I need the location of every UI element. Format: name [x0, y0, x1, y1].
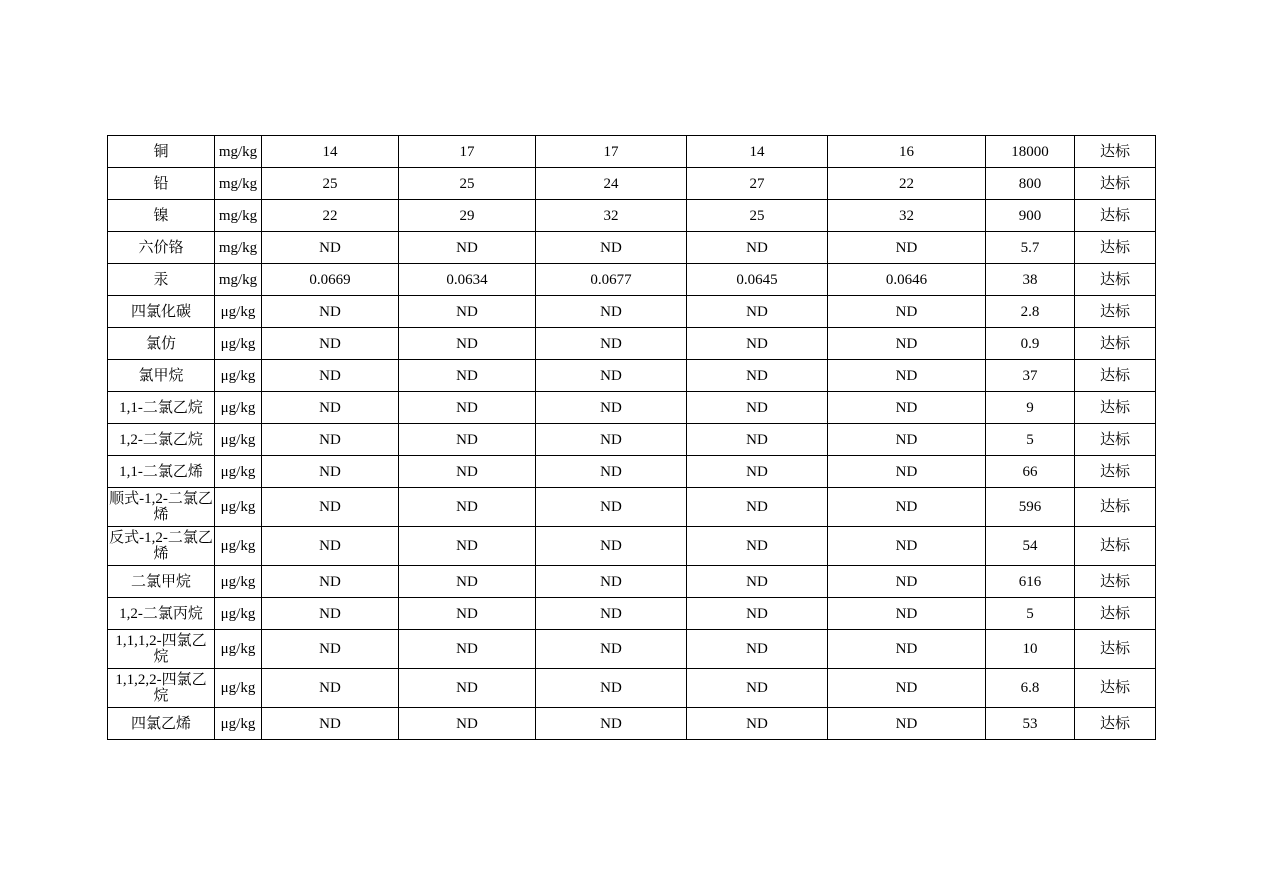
value-cell: ND — [262, 488, 399, 527]
item-cell: 四氯化碳 — [108, 296, 215, 328]
value-cell: ND — [687, 392, 828, 424]
value-cell: ND — [828, 527, 986, 566]
item-cell: 1,1-二氯乙烷 — [108, 392, 215, 424]
value-cell: ND — [828, 488, 986, 527]
value-cell: 27 — [687, 168, 828, 200]
table-row — [108, 669, 1156, 708]
value-cell: 0.0669 — [262, 264, 399, 296]
table-row — [108, 488, 1156, 527]
value-cell: ND — [687, 360, 828, 392]
table-row — [108, 264, 1156, 296]
unit-cell: μg/kg — [215, 456, 262, 488]
limit-cell: 66 — [986, 456, 1075, 488]
value-cell: 32 — [536, 200, 687, 232]
value-cell: ND — [262, 360, 399, 392]
value-cell: 17 — [536, 136, 687, 168]
result-cell: 达标 — [1075, 424, 1156, 456]
result-cell: 达标 — [1075, 527, 1156, 566]
result-cell: 达标 — [1075, 296, 1156, 328]
value-cell: ND — [536, 328, 687, 360]
limit-cell: 2.8 — [986, 296, 1075, 328]
result-cell: 达标 — [1075, 708, 1156, 740]
value-cell: ND — [399, 360, 536, 392]
value-cell: ND — [536, 232, 687, 264]
value-cell: ND — [262, 296, 399, 328]
value-cell: 16 — [828, 136, 986, 168]
limit-cell: 5.7 — [986, 232, 1075, 264]
result-cell: 达标 — [1075, 598, 1156, 630]
unit-cell: μg/kg — [215, 527, 262, 566]
value-cell: 25 — [399, 168, 536, 200]
result-cell: 达标 — [1075, 566, 1156, 598]
value-cell: ND — [262, 328, 399, 360]
value-cell: ND — [687, 232, 828, 264]
unit-cell: mg/kg — [215, 264, 262, 296]
value-cell: 32 — [828, 200, 986, 232]
table-row — [108, 200, 1156, 232]
unit-cell: μg/kg — [215, 598, 262, 630]
limit-cell: 5 — [986, 424, 1075, 456]
unit-cell: μg/kg — [215, 566, 262, 598]
result-cell: 达标 — [1075, 200, 1156, 232]
value-cell: ND — [687, 296, 828, 328]
table-row — [108, 630, 1156, 669]
item-cell: 顺式-1,2-二氯乙烯 — [108, 488, 215, 527]
item-cell: 四氯乙烯 — [108, 708, 215, 740]
limit-cell: 0.9 — [986, 328, 1075, 360]
value-cell: ND — [262, 630, 399, 669]
value-cell: ND — [828, 360, 986, 392]
value-cell: ND — [262, 598, 399, 630]
table-row — [108, 392, 1156, 424]
table-row — [108, 136, 1156, 168]
value-cell: ND — [828, 392, 986, 424]
value-cell: ND — [262, 232, 399, 264]
value-cell: ND — [262, 392, 399, 424]
table-row — [108, 232, 1156, 264]
value-cell: ND — [687, 488, 828, 527]
table-row — [108, 708, 1156, 740]
item-cell: 铜 — [108, 136, 215, 168]
limit-cell: 5 — [986, 598, 1075, 630]
value-cell: ND — [262, 527, 399, 566]
value-cell: ND — [399, 456, 536, 488]
unit-cell: mg/kg — [215, 136, 262, 168]
value-cell: ND — [399, 630, 536, 669]
value-cell: ND — [687, 630, 828, 669]
value-cell: ND — [687, 456, 828, 488]
unit-cell: mg/kg — [215, 232, 262, 264]
value-cell: ND — [828, 708, 986, 740]
table-row — [108, 328, 1156, 360]
value-cell: 25 — [262, 168, 399, 200]
item-cell: 反式-1,2-二氯乙烯 — [108, 527, 215, 566]
result-cell: 达标 — [1075, 328, 1156, 360]
item-cell: 镍 — [108, 200, 215, 232]
value-cell: ND — [828, 630, 986, 669]
value-cell: ND — [399, 708, 536, 740]
unit-cell: mg/kg — [215, 200, 262, 232]
limit-cell: 596 — [986, 488, 1075, 527]
value-cell: ND — [687, 669, 828, 708]
value-cell: 22 — [262, 200, 399, 232]
value-cell: 0.0646 — [828, 264, 986, 296]
value-cell: ND — [399, 488, 536, 527]
result-cell: 达标 — [1075, 456, 1156, 488]
result-cell: 达标 — [1075, 669, 1156, 708]
value-cell: ND — [828, 328, 986, 360]
value-cell: 0.0677 — [536, 264, 687, 296]
value-cell: ND — [536, 360, 687, 392]
result-cell: 达标 — [1075, 488, 1156, 527]
value-cell: ND — [687, 708, 828, 740]
item-cell: 氯仿 — [108, 328, 215, 360]
value-cell: ND — [828, 296, 986, 328]
limit-cell: 10 — [986, 630, 1075, 669]
unit-cell: μg/kg — [215, 360, 262, 392]
value-cell: ND — [687, 328, 828, 360]
value-cell: ND — [262, 456, 399, 488]
value-cell: ND — [536, 296, 687, 328]
value-cell: ND — [536, 488, 687, 527]
result-cell: 达标 — [1075, 232, 1156, 264]
unit-cell: μg/kg — [215, 488, 262, 527]
value-cell: ND — [262, 669, 399, 708]
value-cell: ND — [536, 456, 687, 488]
item-cell: 六价铬 — [108, 232, 215, 264]
item-cell: 铅 — [108, 168, 215, 200]
value-cell: 22 — [828, 168, 986, 200]
value-cell: ND — [828, 566, 986, 598]
value-cell: ND — [828, 669, 986, 708]
value-cell: ND — [536, 527, 687, 566]
limit-cell: 800 — [986, 168, 1075, 200]
value-cell: ND — [399, 424, 536, 456]
table-row — [108, 566, 1156, 598]
value-cell: ND — [399, 328, 536, 360]
value-cell: 24 — [536, 168, 687, 200]
table-row — [108, 424, 1156, 456]
limit-cell: 9 — [986, 392, 1075, 424]
value-cell: ND — [687, 566, 828, 598]
unit-cell: mg/kg — [215, 168, 262, 200]
table-row — [108, 598, 1156, 630]
value-cell: 0.0645 — [687, 264, 828, 296]
limit-cell: 38 — [986, 264, 1075, 296]
value-cell: 17 — [399, 136, 536, 168]
table-row — [108, 527, 1156, 566]
value-cell: ND — [399, 232, 536, 264]
item-cell: 1,2-二氯丙烷 — [108, 598, 215, 630]
limit-cell: 616 — [986, 566, 1075, 598]
value-cell: ND — [536, 424, 687, 456]
item-cell: 汞 — [108, 264, 215, 296]
value-cell: ND — [828, 598, 986, 630]
table-row — [108, 168, 1156, 200]
results-table — [107, 135, 1156, 740]
unit-cell: μg/kg — [215, 708, 262, 740]
value-cell: ND — [399, 296, 536, 328]
value-cell: ND — [536, 566, 687, 598]
limit-cell: 37 — [986, 360, 1075, 392]
unit-cell: μg/kg — [215, 328, 262, 360]
value-cell: 14 — [687, 136, 828, 168]
value-cell: ND — [536, 630, 687, 669]
limit-cell: 900 — [986, 200, 1075, 232]
result-cell: 达标 — [1075, 168, 1156, 200]
result-cell: 达标 — [1075, 136, 1156, 168]
value-cell: ND — [399, 566, 536, 598]
value-cell: ND — [687, 424, 828, 456]
value-cell: 14 — [262, 136, 399, 168]
value-cell: ND — [536, 598, 687, 630]
value-cell: 25 — [687, 200, 828, 232]
result-cell: 达标 — [1075, 360, 1156, 392]
value-cell: ND — [536, 708, 687, 740]
value-cell: ND — [262, 708, 399, 740]
unit-cell: μg/kg — [215, 630, 262, 669]
value-cell: ND — [828, 424, 986, 456]
unit-cell: μg/kg — [215, 669, 262, 708]
value-cell: 29 — [399, 200, 536, 232]
limit-cell: 18000 — [986, 136, 1075, 168]
result-cell: 达标 — [1075, 630, 1156, 669]
unit-cell: μg/kg — [215, 296, 262, 328]
item-cell: 二氯甲烷 — [108, 566, 215, 598]
value-cell: 0.0634 — [399, 264, 536, 296]
value-cell: ND — [536, 392, 687, 424]
limit-cell: 53 — [986, 708, 1075, 740]
item-cell: 1,1-二氯乙烯 — [108, 456, 215, 488]
item-cell: 1,1,1,2-四氯乙烷 — [108, 630, 215, 669]
value-cell: ND — [828, 232, 986, 264]
value-cell: ND — [828, 456, 986, 488]
value-cell: ND — [399, 669, 536, 708]
value-cell: ND — [536, 669, 687, 708]
value-cell: ND — [399, 527, 536, 566]
item-cell: 1,2-二氯乙烷 — [108, 424, 215, 456]
table-row — [108, 360, 1156, 392]
limit-cell: 54 — [986, 527, 1075, 566]
value-cell: ND — [262, 566, 399, 598]
table-row — [108, 296, 1156, 328]
unit-cell: μg/kg — [215, 424, 262, 456]
value-cell: ND — [399, 598, 536, 630]
item-cell: 1,1,2,2-四氯乙烷 — [108, 669, 215, 708]
unit-cell: μg/kg — [215, 392, 262, 424]
item-cell: 氯甲烷 — [108, 360, 215, 392]
result-cell: 达标 — [1075, 392, 1156, 424]
table-row — [108, 456, 1156, 488]
value-cell: ND — [262, 424, 399, 456]
limit-cell: 6.8 — [986, 669, 1075, 708]
value-cell: ND — [399, 392, 536, 424]
value-cell: ND — [687, 527, 828, 566]
result-cell: 达标 — [1075, 264, 1156, 296]
value-cell: ND — [687, 598, 828, 630]
